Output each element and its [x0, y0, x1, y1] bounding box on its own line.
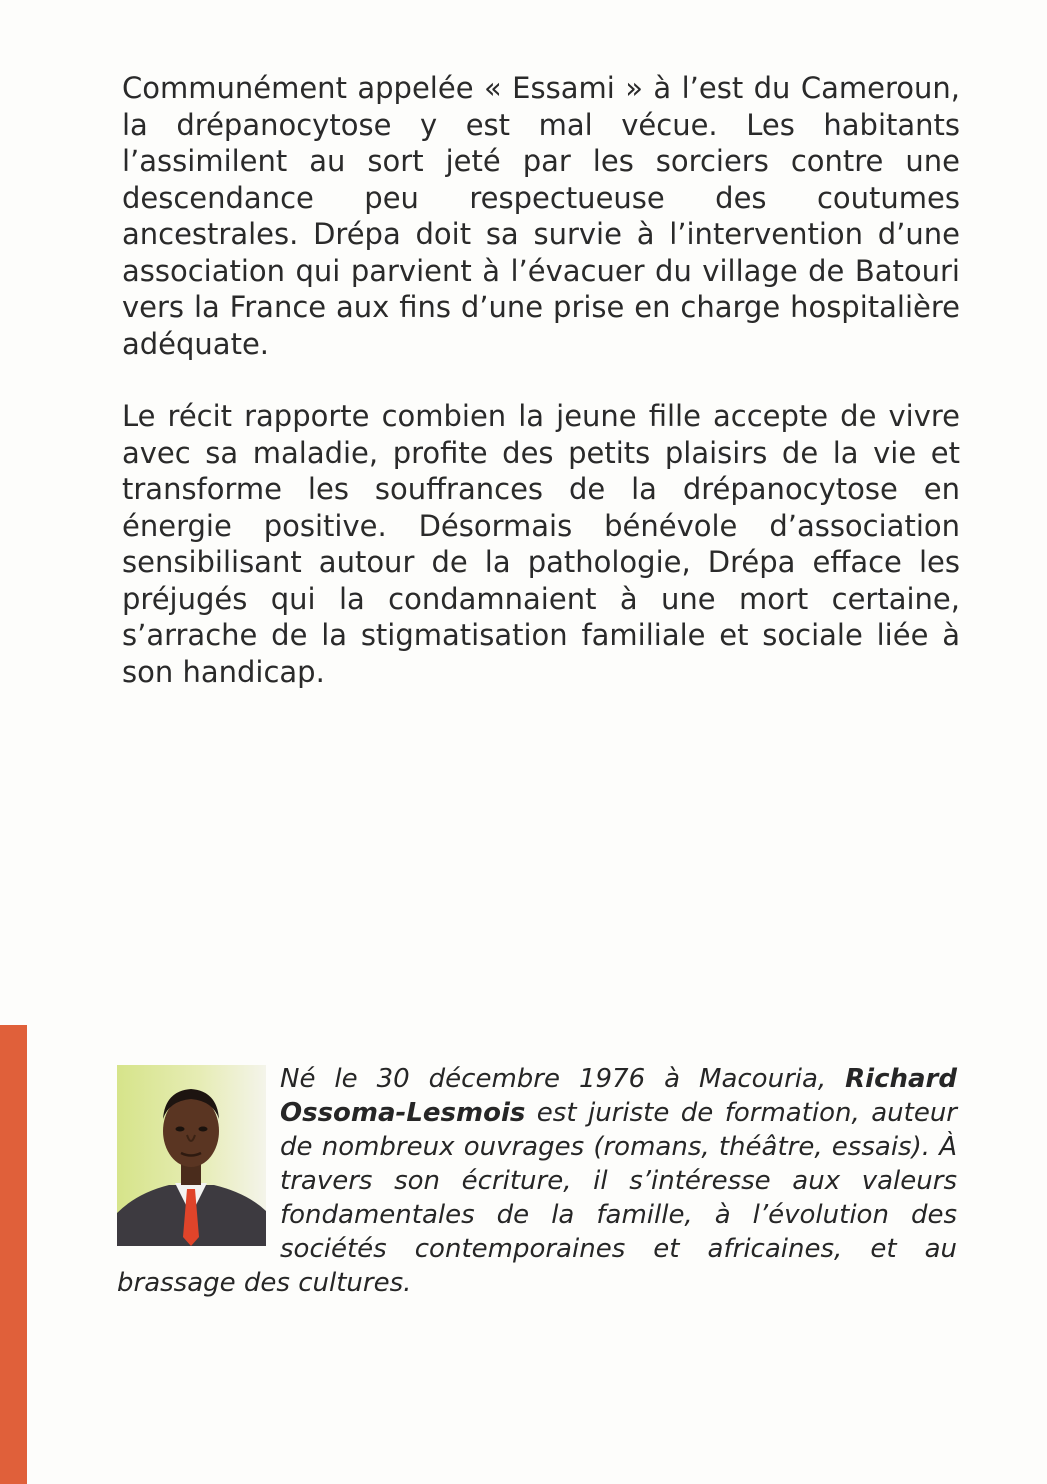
author-bio — [117, 1062, 957, 1300]
accent-side-bar — [0, 1025, 27, 1484]
back-cover-synopsis — [122, 70, 960, 726]
author-bio-text: est juriste de formation, auteur de nombreux ouvrages (romans, théâtre, essais). À travers son écriture, il s’intéresse aux valeurs fondamentales de la famille, à l’évolution des sociétés contemporaines et africaines, et au brassage des cultures. — [117, 1098, 957, 1298]
synopsis-paragraph-2: Le récit rapporte combien la jeune fille accepte de vivre avec sa maladie, profite des petits plaisirs de la vie et transforme les souffrances de la drépanocytose en énergie positive. Désormais bénévole d’association sensibilisant autour de la pathologie, Drépa efface les préjugés qui la condamnaient à une mort certaine, s’arrache de la stigmatisation familiale et sociale liée à son handicap. — [122, 399, 960, 689]
author-photo — [117, 1065, 266, 1246]
author-bio-intro: Né le 30 décembre 1976 à Macouria, — [280, 1064, 846, 1094]
author-name: Richard Ossoma-Lesmois — [280, 1064, 957, 1128]
synopsis-paragraph-1: Communément appelée « Essami » à l’est du Cameroun, la drépanocytose y est mal vécue. Les habitants l’assimilent au sort jeté par les sorciers contre une descendance peu respectueuse des coutumes ancestrales. Drépa doit sa survie à l’intervention d’une association qui parvient à l’évacuer du village de Batouri vers la France aux fins d’une prise en charge hospitalière adéquate. — [122, 71, 960, 361]
